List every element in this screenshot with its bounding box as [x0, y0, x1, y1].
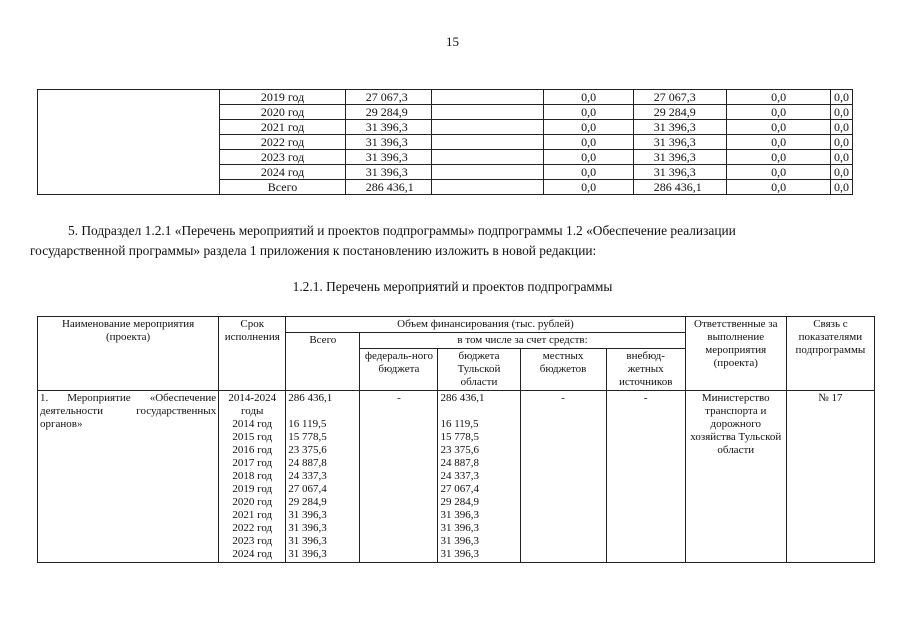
local-budget-cell: 0,0: [727, 135, 831, 150]
header-responsible: Ответственные за выполнение мероприятия (проекта): [685, 317, 786, 391]
header-local: местных бюджетов: [520, 349, 606, 391]
federal-cell: [432, 165, 544, 180]
regional-list: [440, 392, 517, 561]
total-value: 24 337,3: [288, 470, 327, 482]
offbudget-cell: 0,0: [831, 165, 853, 180]
total-value: 23 375,6: [288, 444, 327, 456]
federal-cell: [432, 150, 544, 165]
local-budget-cell: 0,0: [727, 90, 831, 105]
offbudget-cell: 0,0: [831, 105, 853, 120]
regional-value: 31 396,3: [440, 548, 479, 560]
total-cell: 27 067,3: [345, 90, 432, 105]
total-value: 31 396,3: [288, 522, 327, 534]
federal-cell: [432, 180, 544, 195]
local-budget-cell: 0,0: [727, 180, 831, 195]
year-item: 2020 год: [232, 496, 273, 508]
measure-name: 1. Мероприятие «Обеспечение деятельности государственных органов»: [38, 391, 219, 563]
year-cell: 2022 год: [220, 135, 346, 150]
paragraph-line-1: 5. Подраздел 1.2.1 «Перечень мероприятий и проектов подпрограммы» подпрограммы 1.2 «Обеспечение реализации: [68, 223, 736, 238]
year-item: 2018 год: [232, 470, 273, 482]
regional-value: 31 396,3: [440, 535, 479, 547]
total-value: 31 396,3: [288, 535, 327, 547]
offbudget-cell: 0,0: [831, 135, 853, 150]
measures-table: [37, 316, 875, 563]
local-budget-cell: 0,0: [727, 105, 831, 120]
total-sum: 286 436,1: [288, 392, 333, 404]
header-federal: федераль-ного бюджета: [360, 349, 438, 391]
regional-cell: 0,0: [544, 90, 633, 105]
year-item: 2019 год: [232, 483, 273, 495]
years-list: [221, 418, 283, 561]
year-cell: 2020 год: [220, 105, 346, 120]
page-number: 15: [446, 34, 459, 49]
responsible-cell: Министерство транспорта и дорожного хозяйства Тульской области: [685, 391, 786, 563]
regional-cell: 0,0: [544, 120, 633, 135]
local-cell: 286 436,1: [633, 180, 726, 195]
local-cell: 31 396,3: [633, 165, 726, 180]
year-item: 2014 год: [232, 418, 273, 430]
total-cell: 31 396,3: [345, 135, 432, 150]
regional-cell: 0,0: [544, 180, 633, 195]
year-item: 2016 год: [232, 444, 273, 456]
federal-cell: [432, 135, 544, 150]
local-cell: 29 284,9: [633, 105, 726, 120]
total-cell: 31 396,3: [345, 120, 432, 135]
measure-period-cell: [219, 391, 286, 563]
local-cell: 31 396,3: [633, 120, 726, 135]
offbudget-cell: 0,0: [831, 180, 853, 195]
regional-value: 31 396,3: [440, 522, 479, 534]
regional-value: 23 375,6: [440, 444, 479, 456]
table-row: [38, 391, 875, 563]
year-cell: 2021 год: [220, 120, 346, 135]
federal-cell: [432, 90, 544, 105]
year-cell: 2023 год: [220, 150, 346, 165]
year-item: 2024 год: [232, 548, 273, 560]
regional-sum: 286 436,1: [440, 392, 485, 404]
total-cell: [286, 391, 360, 563]
measure-period: 2014-2024 годы: [228, 392, 277, 417]
link-cell: № 17: [786, 391, 874, 563]
paragraph-line-2: государственной программы» раздела 1 приложения к постановлению изложить в новой редакции:: [30, 243, 597, 258]
header-incl: в том числе за счет средств:: [360, 333, 685, 349]
total-cell: 31 396,3: [345, 150, 432, 165]
amendment-paragraph: [30, 221, 848, 261]
federal-cell: -: [360, 391, 438, 563]
offbudget-cell: 0,0: [831, 120, 853, 135]
regional-cell: 0,0: [544, 165, 633, 180]
regional-value: 15 778,5: [440, 431, 479, 443]
table-row: [38, 90, 853, 105]
regional-value: 24 887,8: [440, 457, 479, 469]
header-term: Срок исполнения: [219, 317, 286, 391]
year-cell: 2024 год: [220, 165, 346, 180]
total-cell: 29 284,9: [345, 105, 432, 120]
total-value: 31 396,3: [288, 548, 327, 560]
local-cell: 31 396,3: [633, 150, 726, 165]
local-budget-cell: 0,0: [727, 150, 831, 165]
regional-cell: [438, 391, 520, 563]
blank-name-cell: [38, 90, 220, 195]
federal-cell: [432, 105, 544, 120]
regional-cell: 0,0: [544, 135, 633, 150]
regional-value: 31 396,3: [440, 509, 479, 521]
total-value: 29 284,9: [288, 496, 327, 508]
continued-funding-table: [37, 89, 853, 195]
header-link: Связь с показателями подпрограммы: [786, 317, 874, 391]
year-cell: Всего: [220, 180, 346, 195]
total-value: 15 778,5: [288, 431, 327, 443]
regional-cell: 0,0: [544, 105, 633, 120]
regional-value: 29 284,9: [440, 496, 479, 508]
header-total: Всего: [286, 333, 360, 391]
year-item: 2021 год: [232, 509, 273, 521]
regional-cell: 0,0: [544, 150, 633, 165]
header-funding: Объем финансирования (тыс. рублей): [286, 317, 685, 333]
total-cell: 286 436,1: [345, 180, 432, 195]
total-value: 24 887,8: [288, 457, 327, 469]
regional-value: 16 119,5: [440, 418, 479, 430]
total-cell: 31 396,3: [345, 165, 432, 180]
total-value: 31 396,3: [288, 509, 327, 521]
header-name: Наименование мероприятия (проекта): [38, 317, 219, 391]
total-value: 16 119,5: [288, 418, 327, 430]
totals-list: [288, 392, 357, 561]
offbudget-cell: 0,0: [831, 90, 853, 105]
federal-cell: [432, 120, 544, 135]
year-item: 2017 год: [232, 457, 273, 469]
header-regional: бюджета Тульской области: [438, 349, 520, 391]
offbudget-cell: 0,0: [831, 150, 853, 165]
total-value: 27 067,4: [288, 483, 327, 495]
local-cell: -: [520, 391, 606, 563]
local-cell: 31 396,3: [633, 135, 726, 150]
section-subtitle: 1.2.1. Перечень мероприятий и проектов подпрограммы: [292, 279, 613, 294]
offbudget-cell: -: [606, 391, 685, 563]
year-item: 2023 год: [232, 535, 273, 547]
regional-value: 27 067,4: [440, 483, 479, 495]
year-item: 2015 год: [232, 431, 273, 443]
local-budget-cell: 0,0: [727, 120, 831, 135]
header-offbudget: внебюд-жетных источников: [606, 349, 685, 391]
local-budget-cell: 0,0: [727, 165, 831, 180]
year-cell: 2019 год: [220, 90, 346, 105]
year-item: 2022 год: [232, 522, 273, 534]
local-cell: 27 067,3: [633, 90, 726, 105]
regional-value: 24 337,3: [440, 470, 479, 482]
